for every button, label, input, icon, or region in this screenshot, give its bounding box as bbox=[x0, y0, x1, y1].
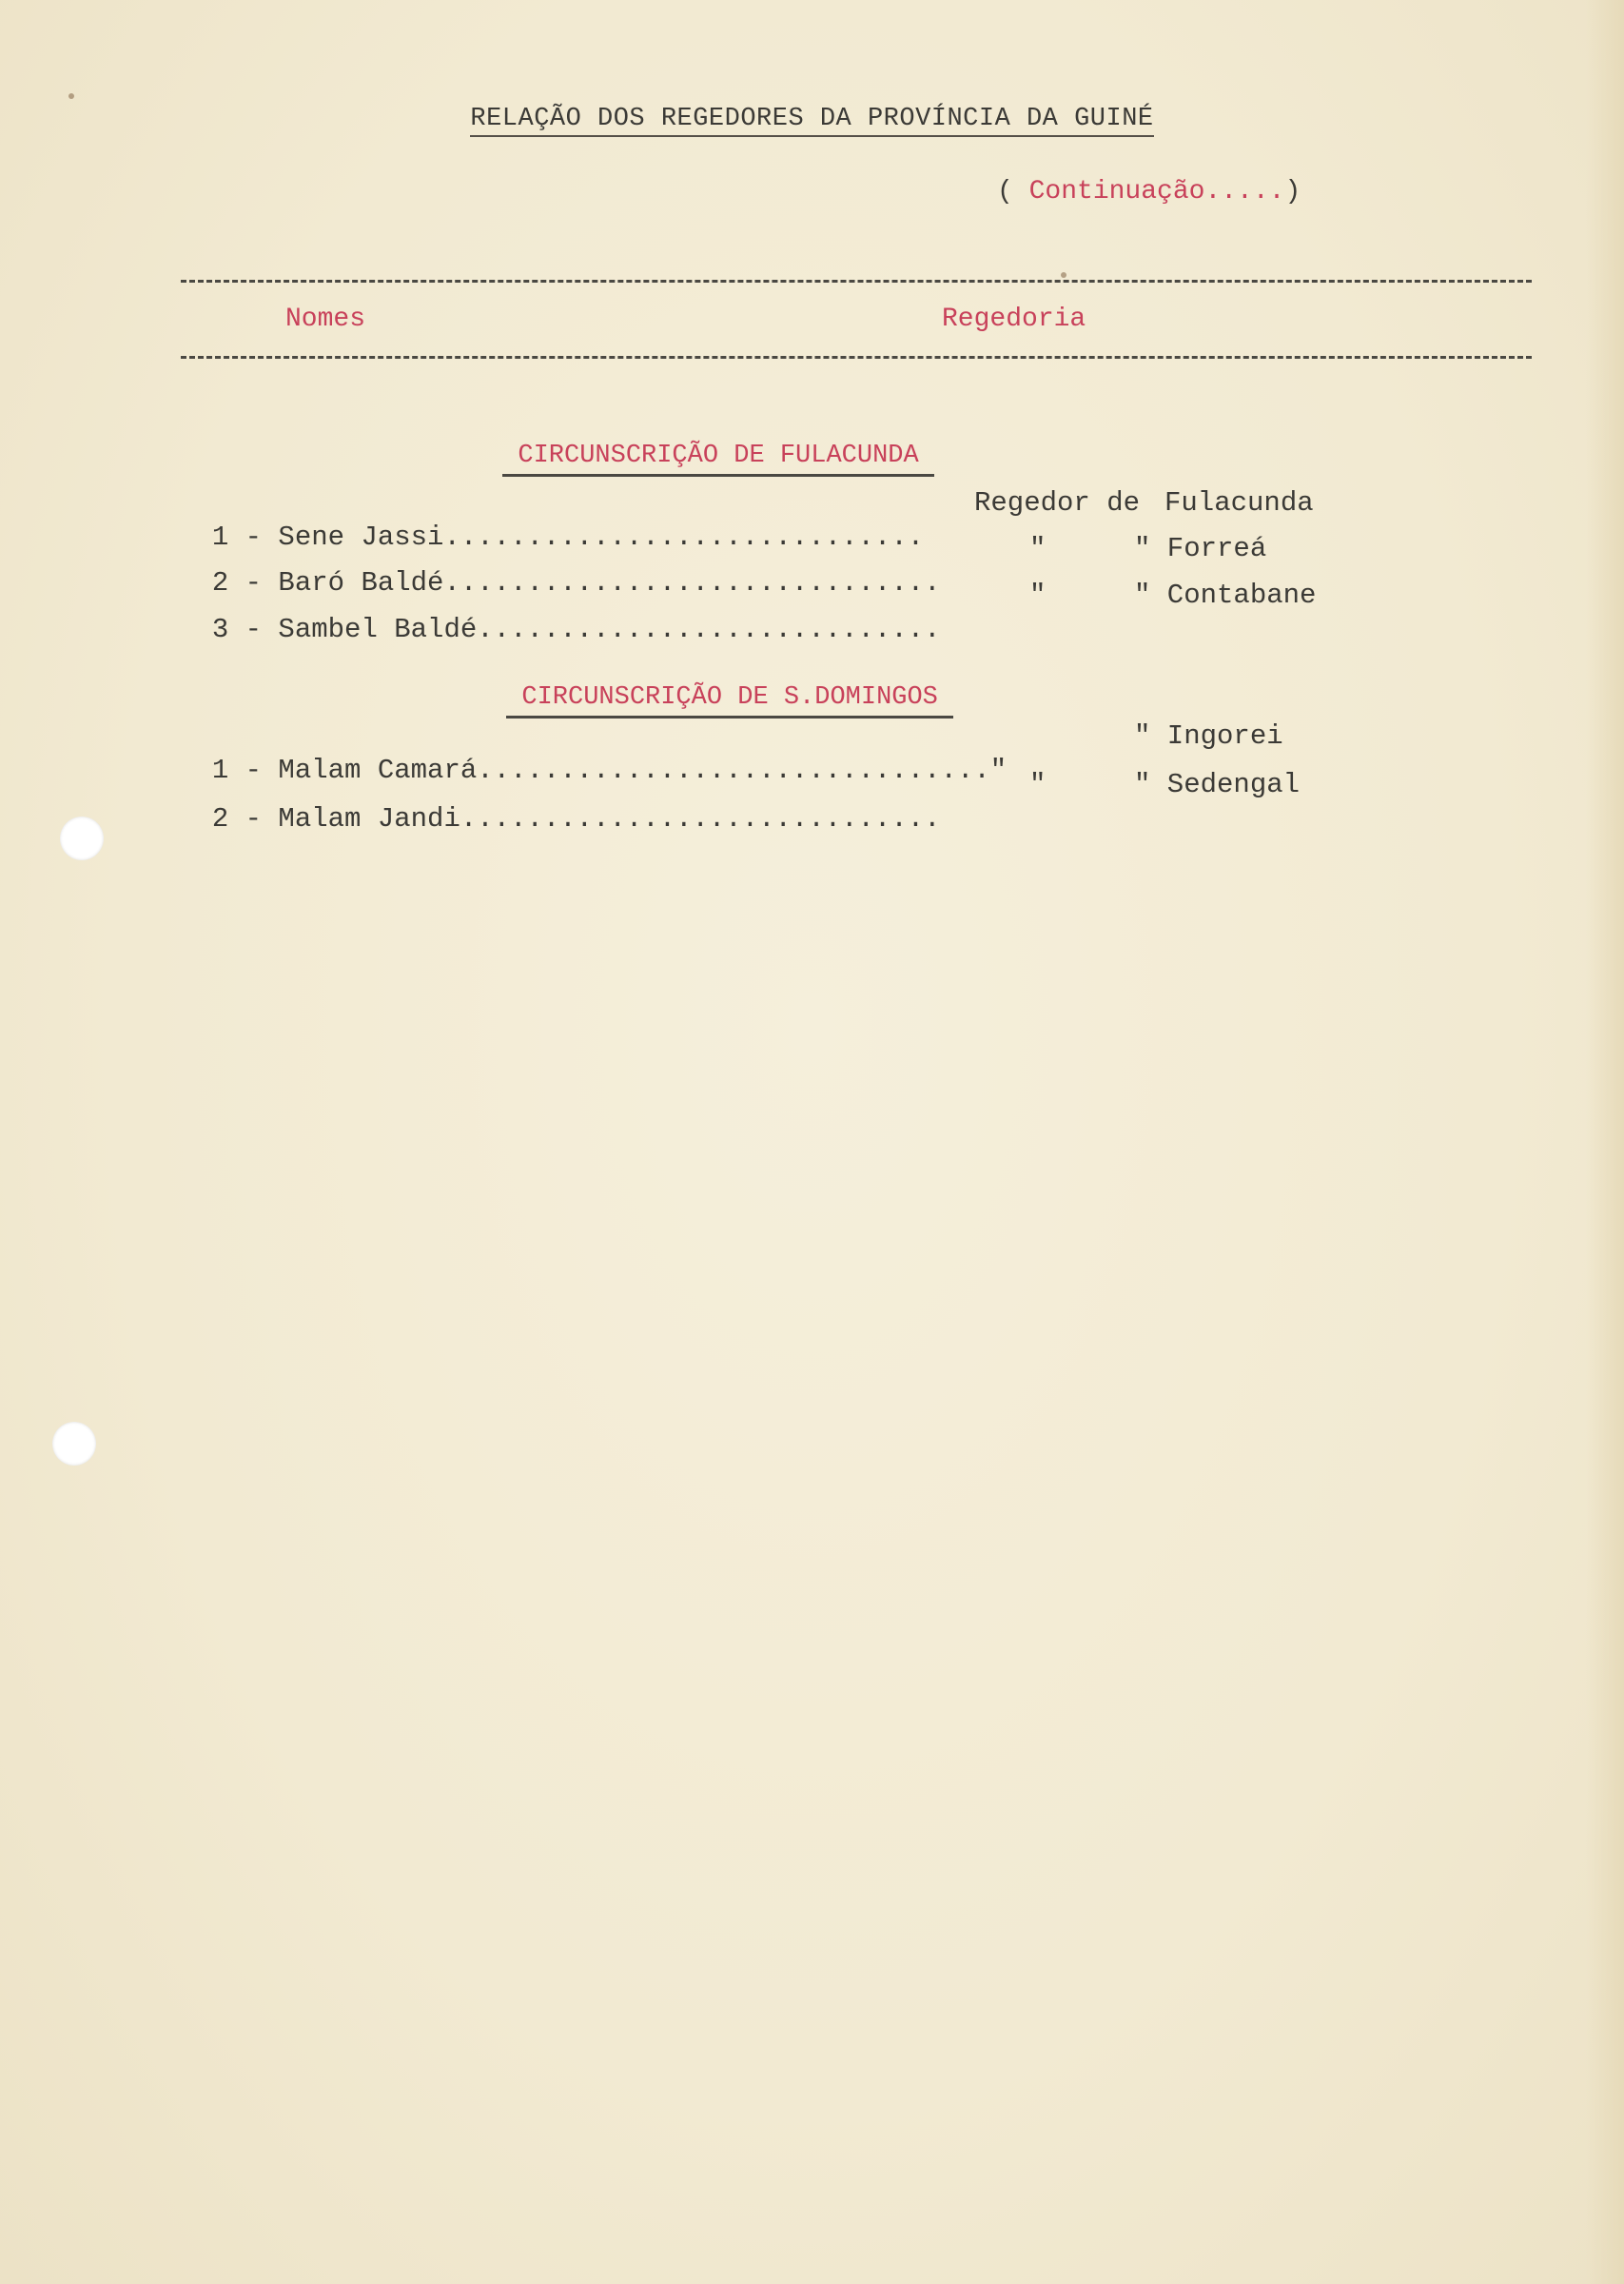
entry-place: " Forreá bbox=[1134, 533, 1267, 564]
document-title-text: RELAÇÃO DOS REGEDORES DA PROVÍNCIA DA GUINÉ bbox=[470, 105, 1153, 137]
section-heading-s-domingos bbox=[476, 655, 953, 712]
entry-title: " bbox=[1029, 580, 1047, 611]
punch-hole bbox=[60, 817, 104, 860]
entry-place: " Contabane bbox=[1134, 580, 1317, 611]
entry-text: 2 - Malam Jandi............................. bbox=[211, 803, 941, 835]
entry-title: " bbox=[1029, 769, 1047, 800]
list-item bbox=[179, 768, 1301, 905]
entry-text: 1 - Sene Jassi............................. bbox=[211, 522, 925, 553]
header-rule-top bbox=[181, 280, 1532, 283]
entry-text: 2 - Baró Baldé.............................. bbox=[211, 567, 941, 599]
continuation-open: ( bbox=[997, 177, 1029, 207]
punch-hole bbox=[52, 1422, 96, 1466]
entry-place: " Ingorei bbox=[1134, 720, 1283, 752]
section-heading-text: CIRCUNSCRIÇÃO DE S.DOMINGOS bbox=[506, 683, 952, 719]
continuation-text: Continuação..... bbox=[1028, 177, 1285, 207]
continuation-close: ) bbox=[1284, 177, 1301, 207]
section-heading-text: CIRCUNSCRIÇÃO DE FULACUNDA bbox=[502, 442, 933, 477]
document-title bbox=[0, 105, 1624, 133]
column-header-names: Nomes bbox=[285, 305, 366, 334]
paper-stain bbox=[1061, 272, 1066, 278]
entry-title: " bbox=[1029, 533, 1047, 564]
entry-text: 3 - Sambel Baldé............................ bbox=[211, 614, 941, 645]
paper-edge-shadow bbox=[1586, 0, 1624, 2284]
header-rule-bottom bbox=[181, 356, 1532, 359]
section-heading-fulacunda bbox=[472, 413, 934, 470]
column-header-regedoria: Regedoria bbox=[942, 305, 1086, 334]
continuation-note bbox=[997, 177, 1301, 207]
paper-stain bbox=[68, 93, 74, 99]
entry-title: Regedor de bbox=[974, 487, 1141, 519]
entry-place: Fulacunda bbox=[1164, 487, 1314, 519]
entry-place: " Sedengal bbox=[1134, 769, 1301, 800]
entry-text: 1 - Malam Camará..............................." bbox=[211, 755, 1008, 786]
